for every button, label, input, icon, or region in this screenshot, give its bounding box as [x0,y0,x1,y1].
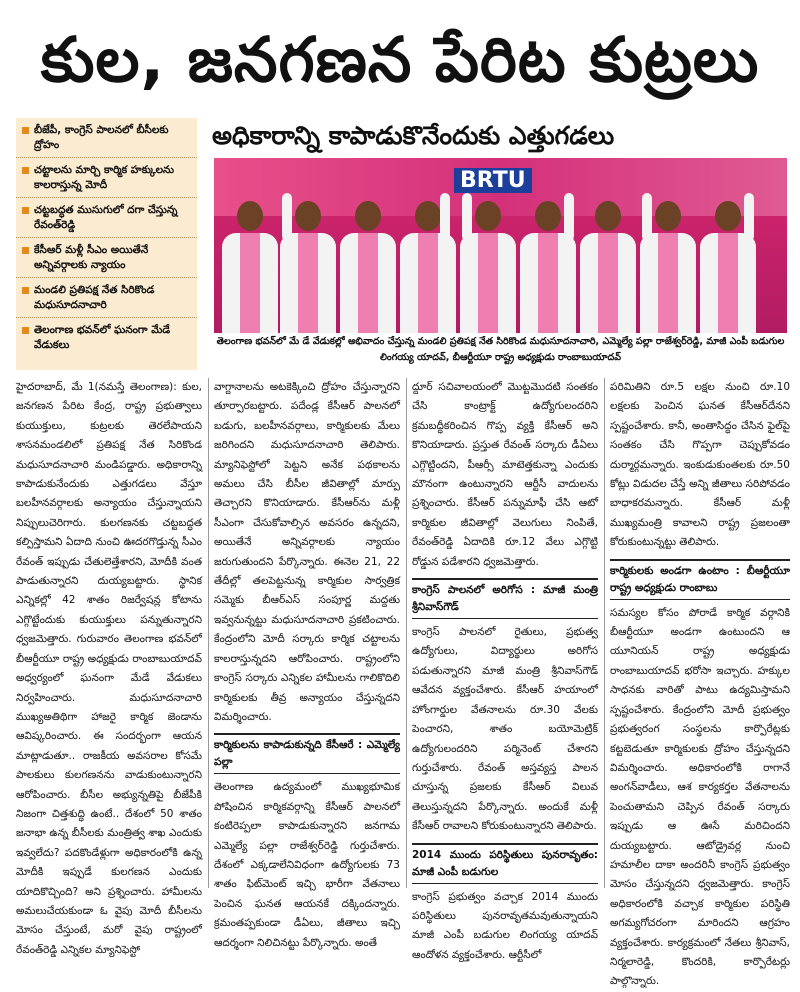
banner-text: BRTU [454,168,532,193]
photo-caption: తెలంగాణ భవన్‌లో మే డే వేడుకల్లో అభివాదం చేస్తున్న మండలి ప్రతిపక్ష నేత సిరికొండ మధుసూదనాచారి, ఎమ్మెల్యే పల్లా రాజేశ్వర్‌రెడ్డి, మాజీ ఎంపీ బడుగుల లింగయ్య యాదవ్, బీఆర్టీయూ రాష్ట్ర అధ్యక్షుడు రాంబాబుయాదవ్ [216,336,785,363]
highlight-item [16,118,197,158]
person-figure [460,201,516,333]
person-figure [340,201,396,333]
person-figure [520,201,576,333]
body-text: సమస్యల కోసం పోరాడే కార్మిక వర్గానికి బీఆర్టీయూ అండగా ఉంటుందని ఆ యూనియన్ రాష్ట్ర అధ్యక్షుడు రాంబాబుయాదవ్ భరోసా ఇచ్చారు. హక్కుల సాధనకు వారితో పాటు ఉద్యమిస్తామని స్పష్టంచేశారు. కేంద్రంలోని మోదీ ప్రభుత్వం ప్రభుత్వరంగ సంస్థలను కార్పొరేట్లకు కట్టబెడుతూ కార్మికులకు ద్రోహం చేస్తున్నదని విమర్శించారు. అధికారంలోకి రాగానే అంగన్‌వాడీలు, ఆశ కార్యకర్తల వేతనాలను పెంచుతామని చెప్పిన రేవంత్ సర్కారు ఇప్పుడు ఆ ఊసే మరిచిందని దుయ్యబట్టారు. ఆటోడ్రైవర్ల నుంచి హమాలీల దాకా అందరినీ కాంగ్రెస్ ప్రభుత్వం మోసం చేస్తున్నదని ధ్వజమెత్తారు. కాంగ్రెస్ అధికారంలోకి వచ్చాక కార్మికుల పరిస్థితి అగమ్యగోచరంగా మారిందని ఆగ్రహం వ్యక్తంచేశారు. కార్యక్రమంలో నేతలు శ్రీనివాస్, నిర్మలారెడ్డి, కొందరికి, కార్పొరేటర్లు పాల్గొన్నారు. [610,606,790,988]
body-text: కాంగ్రెస్ ప్రభుత్వం వచ్చాక 2014 ముందు పరిస్థితులు పునరావృతమవుతున్నాయని మాజీ ఎంపీ బడుగుల లింగయ్య యాదవ్ ఆందోళన వ్యక్తంచేశారు. ఆర్టీసీలో [412,890,598,961]
bullet-icon [22,287,29,294]
highlight-text: కేసీఆర్ మళ్లీ సీఎం అయితేనే అన్నివర్గాలకు న్యాయం [34,244,149,271]
body-text: వాగ్దానాలను అటకెక్కించి ద్రోహం చేస్తున్నారని తూర్పారబట్టారు. పదేండ్ల కేసీఆర్ పాలనలో బడుగు, బలహీనవర్గాలు, కార్మికులకు మేలు జరిగిందని మధుసూదనాచారి తెలిపారు. మ్యానిఫెస్టోలో పెట్టని అనేక పథకాలను అమలు చేసి బీసీల జీవితాల్లో మార్పు తెచ్చారని కొనియాడారు. కేసీఆర్‌ను మళ్లీ సీఎంగా చేసుకోవాల్సిన అవసరం ఉన్నదని, అయితేనే అన్నివర్గాలకు న్యాయం జరుగుతుందని పేర్కొన్నారు. ఈనెల 21, 22 తేదీల్లో తలపెట్టనున్న కార్మికుల సార్వత్రిక సమ్మెకు బీఆర్ఎస్ సంపూర్ణ మద్దతు ఇవ్వనున్నట్టు మధుసూదనాచారి ప్రకటించారు. కేంద్రంలోని మోదీ సర్కారు కార్మిక చట్టాలను కాలరాస్తున్నదని ఆరోపించారు. రాష్ట్రంలోని కాంగ్రెస్ సర్కారు ఎన్నికల హామీలను గాలికొదిలి కార్మికులకు తీవ్ర అన్యాయం చేస్తున్నదని విమర్శించారు. [214,381,400,723]
person-figure [640,201,696,333]
highlight-text: బీజేపీ, కాంగ్రెస్ పాలనలో బీసీలకు ద్రోహం [34,124,169,151]
headline: కుల, జనగణన పేరిట కుట్రలు [40,23,760,96]
bullet-icon [22,167,29,174]
highlight-item [16,198,197,238]
person-figure [400,201,456,333]
person-figure [222,201,278,333]
highlight-item [16,278,197,318]
bullet-icon [22,127,29,134]
column-divider [406,378,407,888]
highlight-text: చట్టబద్ధత ముసుగులో దగా చేస్తున్న రేవంత్‌రెడ్డి [34,204,178,231]
person-figure [280,201,336,333]
body-text: కాంగ్రెస్ పాలనలో రైతులు, ప్రభుత్వ ఉద్యోగులు, విద్యార్థులు అరిగోస పడుతున్నారని మాజీ మంత్రి శ్రీనివాస్‌గౌడ్ ఆవేదన వ్యక్తంచేశారు. కేసీఆర్ హయాంలో హోంగార్డుల వేతనాలను రూ.30 వేలకు పెంచారని, శాతం బయోమెట్రిక్ ఉద్యోగులందరిని పర్మినెంట్ చేశారని గుర్తుచేశారు. రేవంత్ అస్తవ్యస్త పాలన చూస్తున్న ప్రజలకు కేసీఆర్ విలువ తెలుస్తున్నదని పేర్కొన్నారు. అందుకే మళ్లీ కేసీఆర్ రావాలని కోరుకుంటున్నారని తెలిపారు. [412,626,598,833]
highlight-item [16,318,197,357]
body-text: ద్దూర్ సచివాలయంలో మొట్టమొదటి సంతకం చేసి కాంట్రాక్ట్ ఉద్యోగులందరిని క్రమబద్ధీకరించిన గొప్ప వ్యక్తి కేసీఆర్ అని కొనియాడారు. ప్రస్తుత రేవంత్ సర్కారు డీఏలు ఎగ్గొట్టిందని, పీఆర్సీ మాటెత్తకున్నా ఎందుకు మౌనంగా ఉంటున్నారని ఆర్టీసీ వాదులను ప్రశ్నించారు. కేసీఆర్ పన్నుమాఫీ చేసి ఆటో కార్మికుల జీవితాల్లో వెలుగులు నింపితే, రేవంత్‌రెడ్డి ఏదాదికి రూ.12 వేలు ఎగ్గొట్టి రోడ్డున పడేశారని ధ్వజమెత్తారు. [412,381,598,568]
bullet-icon [22,247,29,254]
article-column-1 [16,378,202,956]
article-column-2 [214,378,400,949]
section-subheading: కార్మికులకు అండగా ఉంటాం : బీఆర్టీయూ రాష్ట్ర అధ్యక్షుడు రాంబాబు [610,559,790,600]
column-divider [604,378,605,888]
highlight-text: చట్టాలను మార్చి కార్మిక హక్కులను కాలరాస్తున్న మోదీ [34,164,175,191]
highlight-item [16,238,197,278]
highlights-box [16,118,197,370]
body-text: హైదరాబాద్, మే 1(నమస్తే తెలంగాణ): కుల, జనగణన పేరిట కేంద్ర, రాష్ట్ర ప్రభుత్వాలు కుయుక్తులు, కుట్రలకు తెరలేపాయని శాసనమండలిలో ప్రతిపక్ష నేత సిరికొండ మధుసూదనాచారి మండిపడ్డారు. అధికారాన్ని కాపాడుకునేందుకు ఎత్తుగడలు వేస్తూ బలహీనవర్గాలకు అన్యాయం చేస్తున్నాయని నిప్పులుచెరిగారు. కులగణనకు చట్టబద్ధత కల్పిస్తామని ఏదాది నుంచి ఊదరగొడ్తున్న సీఎం రేవంత్ ఇప్పుడు చేతులెత్తేశారని, మోదీకి వంత పాడుతున్నారని దుయ్యబట్టారు. స్థానిక ఎన్నికల్లో 42 శాతం రిజర్వేషన్ల కోటాను ఎగ్గొట్టేందుకు కుయుక్తులు పన్నుతున్నారని ధ్వజమెత్తారు. గురువారం తెలంగాణ భవన్‌లో బీఆర్టీయూ రాష్ట్ర అధ్యక్షుడు రాంబాబుయాదవ్ అధ్వర్యంలో ఘనంగా మేడే వేడుకలు నిర్వహించారు. మధుసూదనాచారి ముఖ్యఅతిథిగా హాజరై కార్మిక జెండాను ఆవిష్కరించారు. ఈ సందర్భంగా ఆయన మాట్లాడుతూ.. రాజకీయ అవసరాల కోసమే పాలకులు కులగణనను వాడుకుంటున్నారని ఆరోపించారు. బీసీల అభ్యున్నతిపై బీజేపీకి నిజంగా చిత్తశుద్ధి ఉంటే.. దేశంలో 50 శాతం జనాభా ఉన్న బీసీలకు మంత్రిత్వ శాఖ ఎందుకు ఇవ్వలేదు? పదకొండేళ్లుగా అధికారంలోకి ఉన్న మోదీకి ఇప్పుడే కులగణన ఎందుకు యాదికొచ్చింది? అని ప్రశ్నించారు. హామీలను అమలుచేయకుండా ఓ వైపు మోదీ బీసీలను మోసం చేస్తుంటే, మరో వైపు రాష్ట్రంలో రేవంత్‌రెడ్డి ఎన్నికల మ్యానిఫెస్టో [16,381,202,956]
bullet-icon [22,207,29,214]
section-subheading: 2014 ముందు పరిస్థితులు పునరావృతం: మాజీ ఎంపీ బడుగుల [412,843,598,884]
person-figure [580,201,636,333]
body-text: పరిమితిని రూ.5 లక్షల నుంచి రూ.10 లక్షలకు పెంచిన ఘనత కేసీఆర్‌దేనని స్పష్టంచేశారు. కానీ, అంతాసిద్ధం చేసిన ఫైల్‌పై సంతకం చేసి గొప్పగా చెప్పుకోవడం దుర్మార్గమన్నారు. ఇంకుడుకుంతలకు రూ.50 కోట్లు విడుదల చేస్తే అన్ని జీతాలు సరిపోవడం బాధాకరమన్నారు. కేసీఆర్ మళ్లీ ముఖ్యమంత్రి కావాలని రాష్ట్ర ప్రజలంతా కోరుకుంటున్నట్టు తెలిపారు. [610,381,790,549]
highlight-text: మండలి ప్రతిపక్ష నేత సిరికొండ మధుసూదనాచారి [34,284,155,311]
subheadline: అధికారాన్ని కాపాడుకొనేందుకు ఎత్తుగడలు [212,121,615,150]
body-text: తెలంగాణ ఉద్యమంలో ముఖ్యభూమిక పోషించిన కార్మికవర్గాన్ని కేసీఆర్ పాలనలో కంటిరెప్పలా కాపాడుకున్నారని జనగామ ఎమ్మెల్యే పల్లా రాజేశ్వర్‌రెడ్డి గుర్తుచేశారు. దేశంలో ఎక్కడాలేనివిధంగా ఉద్యోగులకు 73 శాతం ఫిట్‌మెంట్ ఇచ్చి భారీగా వేతనాలు పెంచిన ఘనత ఆయనకే దక్కిందన్నారు. క్రమంతప్పకుండా డీఏలు, జీతాలు ఇచ్చి ఆదర్శంగా నిలిచినట్టు పేర్కొన్నారు. అంతే [214,781,400,949]
column-divider [208,378,209,888]
article-column-4 [610,378,790,988]
highlight-item [16,158,197,198]
section-subheading: కార్మికులను కాపాడుకున్నది కేసీఆరే : ఎమ్మెల్యే పల్లా [214,733,400,774]
person-figure [700,201,756,333]
article-column-3 [412,378,598,961]
highlight-text: తెలంగాణ భవన్‌లో ఘనంగా మేడే వేడుకలు [34,324,171,351]
news-photo [214,158,787,333]
bullet-icon [22,327,29,334]
section-subheading: కాంగ్రెస్ పాలనలో అరిగోస : మాజీ మంత్రి శ్రీనివాస్‌గౌడ్ [412,578,598,619]
